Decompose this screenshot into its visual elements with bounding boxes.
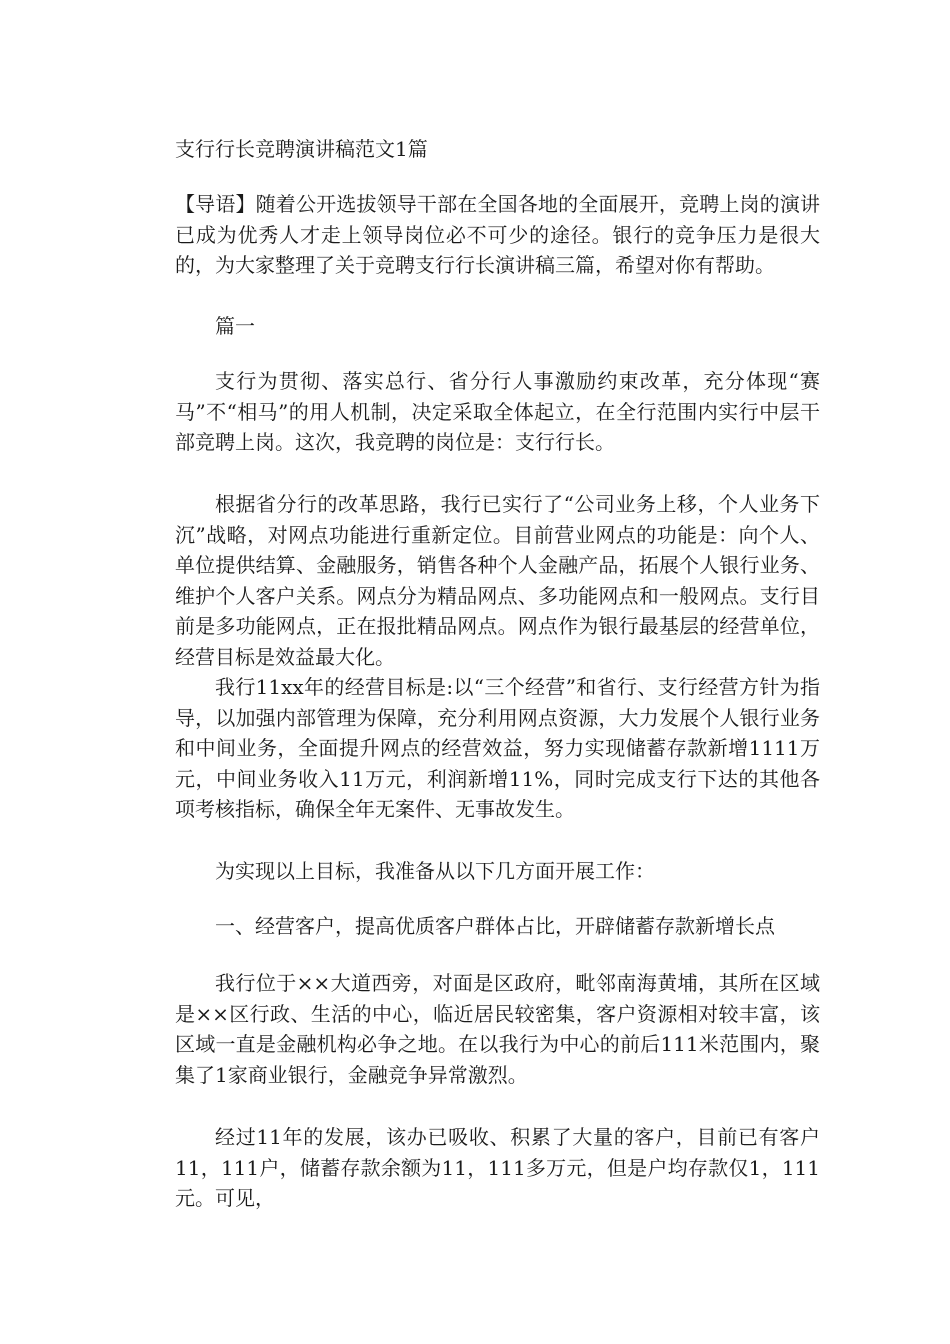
section-heading-1: 一、经营客户，提高优质客户群体占比，开辟储蓄存款新增长点 (215, 914, 775, 938)
paragraph-3: 我行11xx年的经营目标是:以“三个经营”和省行、支行经营方针为指导，以加强内部管理为保障，充分利用网点资源，大力发展个人银行业务和中间业务，全面提升网点的经营效益，努力实现储蓄存款新增1111万元，中间业务收入11万元，利润新增11%，同时完成支行下达的其他各项考核指标，确保全年无案件、无事故发生。 (175, 675, 820, 821)
section-label: 篇一 (215, 314, 255, 338)
paragraph-4: 为实现以上目标，我准备从以下几方面开展工作： (215, 859, 655, 883)
paragraph-6: 经过11年的发展，该办已吸收、积累了大量的客户，目前已有客户11，111户，储蓄存款余额为11，111多万元，但是户均存款仅1，111元。可见， (175, 1125, 820, 1210)
intro-paragraph: 【导语】随着公开选拔领导干部在全国各地的全面展开，竞聘上岗的演讲已成为优秀人才走上领导岗位必不可少的途径。银行的竞争压力是很大的，为大家整理了关于竞聘支行行长演讲稿三篇，希望对你有帮助。 (175, 192, 820, 277)
paragraph-5: 我行位于××大道西旁，对面是区政府，毗邻南海黄埔，其所在区域是××区行政、生活的中心，临近居民较密集，客户资源相对较丰富，该区域一直是金融机构必争之地。在以我行为中心的前后111米范围内，聚集了1家商业银行，金融竞争异常激烈。 (175, 971, 820, 1087)
document-title: 支行行长竞聘演讲稿范文1篇 (175, 137, 428, 161)
paragraph-2: 根据省分行的改革思路，我行已实行了“公司业务上移，个人业务下沉”战略，对网点功能进行重新定位。目前营业网点的功能是：向个人、单位提供结算、金融服务，销售各种个人金融产品，拓展个人银行业务、维护个人客户关系。网点分为精品网点、多功能网点和一般网点。支行目前是多功能网点，正在报批精品网点。网点作为银行最基层的经营单位，经营目标是效益最大化。 (175, 492, 820, 669)
paragraph-1: 支行为贯彻、落实总行、省分行人事激励约束改革，充分体现“赛马”不“相马”的用人机制，决定采取全体起立，在全行范围内实行中层干部竞聘上岗。这次，我竞聘的岗位是：支行行长。 (175, 369, 820, 454)
